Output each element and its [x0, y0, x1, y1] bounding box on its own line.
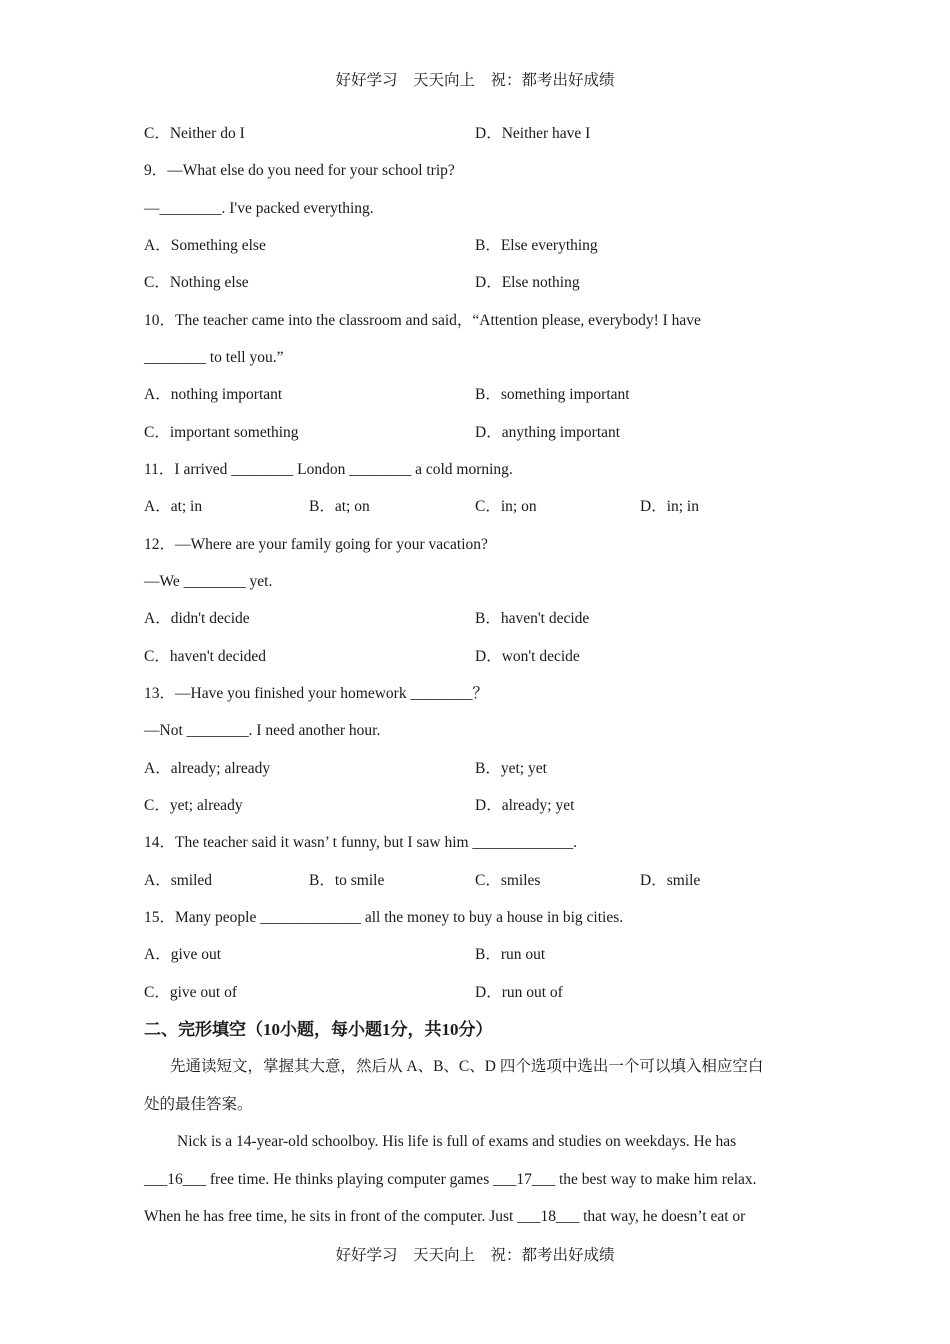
q13-option-d: D．already; yet: [475, 797, 575, 814]
q13-option-c: C．yet; already: [144, 797, 243, 814]
q12-option-d: D．won't decide: [475, 648, 580, 665]
q9-option-b: B．Else everything: [475, 237, 598, 254]
q12-option-a: A．didn't decide: [144, 610, 250, 627]
q15-option-c: C．give out of: [144, 984, 237, 1001]
q12-option-c: C．haven't decided: [144, 648, 267, 665]
q8-option-c: C．Neither do I: [144, 125, 245, 142]
section-instructions-line1: 先通读短文，掌握其大意，然后从 A、B、C、D 四个选项中选出一个可以填入相应空白: [170, 1058, 764, 1075]
passage-line-3-text-a: When he has free time, he sits in front of the computer. Just: [144, 1208, 518, 1225]
passage-line-2-text-b: the best way to make him relax.: [555, 1171, 757, 1188]
section-instructions-line2: 处的最佳答案。: [144, 1096, 253, 1113]
passage-line-2: [144, 1170, 757, 1190]
q15-option-a: A．give out: [144, 946, 222, 963]
q12-stem: 12．—Where are your family going for your vacation?: [144, 536, 488, 553]
q10-line2: ________ to tell you.”: [144, 349, 284, 366]
q15-option-d: D．run out of: [475, 984, 563, 1001]
q13-stem: 13．—Have you finished your homework ________？: [144, 685, 488, 702]
q9-option-c: C．Nothing else: [144, 274, 249, 291]
q11-option-a: A．at; in: [144, 498, 203, 515]
page-header: 好好学习 天天向上 祝：都考出好成绩: [335, 72, 615, 89]
blank-18: ___18___: [517, 1208, 580, 1225]
q11-option-c: C．in; on: [475, 498, 537, 515]
q10-option-b: B．something important: [475, 386, 630, 403]
passage-line-1: Nick is a 14-year-old schoolboy. His life is full of exams and studies on weekdays. He has: [177, 1133, 737, 1150]
q12-option-b: B．haven't decide: [475, 610, 590, 627]
q15-option-b: B．run out: [475, 946, 546, 963]
passage-line-3: [144, 1207, 745, 1227]
q12-line2: —We ________ yet.: [144, 573, 273, 590]
q14-option-b: B．to smile: [309, 872, 385, 889]
passage-line-2-text-a: free time. He thinks playing computer games: [206, 1171, 494, 1188]
blank-17: ___17___: [493, 1171, 556, 1188]
q14-option-a: A．smiled: [144, 872, 213, 889]
q11-stem: 11．I arrived ________ London ________ a cold morning.: [144, 461, 513, 478]
q14-stem: 14．The teacher said it wasn’ t funny, but I saw him _____________.: [144, 834, 578, 851]
section-title: 二、完形填空（10小题，每小题1分，共10分）: [144, 1020, 493, 1039]
q15-stem: 15．Many people _____________ all the money to buy a house in big cities.: [144, 909, 624, 926]
q14-option-d: D．smile: [640, 872, 701, 889]
passage-line-3-text-b: that way, he doesn’t eat or: [579, 1208, 746, 1225]
q13-option-a: A．already; already: [144, 760, 271, 777]
blank-16: ___16___: [144, 1171, 206, 1188]
q13-line2: —Not ________. I need another hour.: [144, 722, 381, 739]
q10-option-a: A．nothing important: [144, 386, 283, 403]
q11-option-d: D．in; in: [640, 498, 699, 515]
q13-option-b: B．yet; yet: [475, 760, 547, 777]
q10-stem: 10．The teacher came into the classroom and said，“Attention please, everybody! I have: [144, 312, 701, 329]
q9-option-d: D．Else nothing: [475, 274, 580, 291]
q9-stem: 9．—What else do you need for your school trip?: [144, 162, 455, 179]
q8-option-d: D．Neither have I: [475, 125, 591, 142]
q9-line2: —________. I've packed everything.: [144, 200, 374, 217]
page-footer: 好好学习 天天向上 祝：都考出好成绩: [335, 1247, 615, 1264]
q11-option-b: B．at; on: [309, 498, 370, 515]
q10-option-c: C．important something: [144, 424, 299, 441]
q14-option-c: C．smiles: [475, 872, 541, 889]
q9-option-a: A．Something else: [144, 237, 266, 254]
q10-option-d: D．anything important: [475, 424, 621, 441]
